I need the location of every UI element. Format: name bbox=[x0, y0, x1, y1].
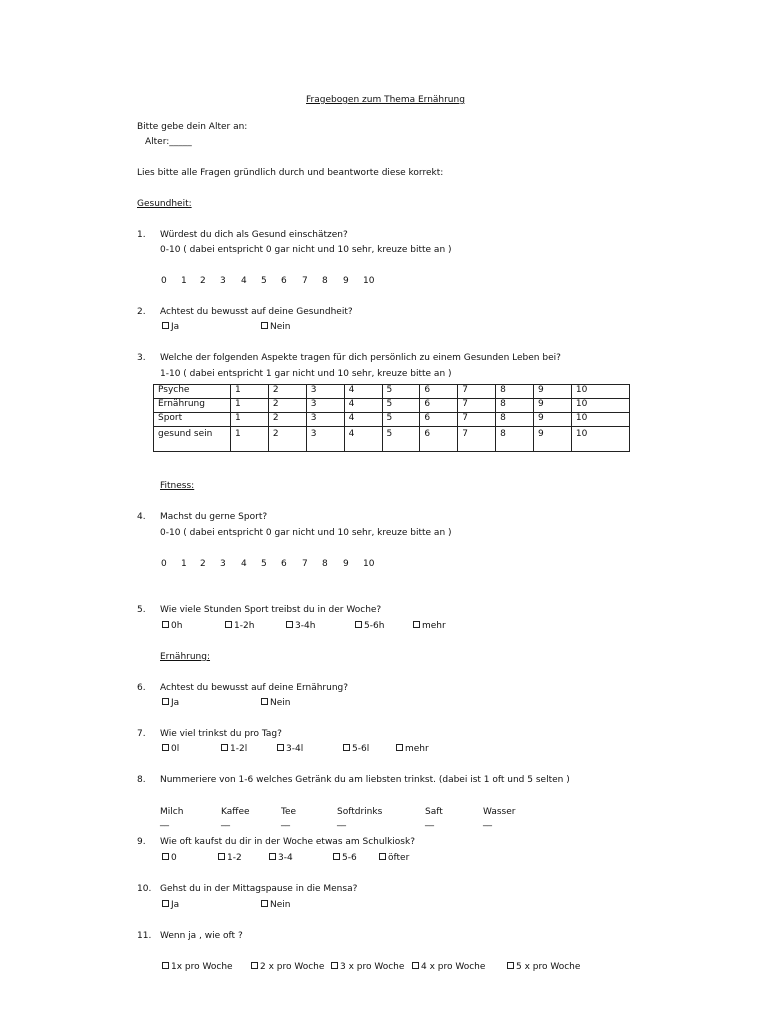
rating-cell[interactable]: 8 bbox=[496, 399, 534, 413]
q5-option[interactable]: 3-4h bbox=[286, 621, 315, 631]
q1-scale-item[interactable]: 9 bbox=[343, 276, 349, 286]
rating-cell[interactable]: 1 bbox=[231, 399, 269, 413]
rating-cell[interactable]: 5 bbox=[382, 385, 420, 399]
q6-text: Achtest du bewusst auf deine Ernährung? bbox=[160, 683, 349, 693]
q11-option[interactable]: 5 x pro Woche bbox=[507, 962, 580, 972]
checkbox-icon[interactable] bbox=[162, 698, 169, 705]
checkbox-icon[interactable] bbox=[355, 621, 362, 628]
rating-cell[interactable]: 1 bbox=[231, 427, 269, 452]
section-fitness: Fitness: bbox=[160, 481, 195, 491]
table-row bbox=[154, 427, 630, 452]
rating-cell[interactable]: 7 bbox=[458, 399, 496, 413]
q10-text: Gehst du in der Mittagspause in die Mensa? bbox=[160, 884, 358, 894]
rating-cell[interactable]: 1 bbox=[231, 385, 269, 399]
q6-option-nein[interactable]: Nein bbox=[261, 698, 290, 708]
q4-scale-item[interactable]: 7 bbox=[302, 559, 308, 569]
q4-scale-item[interactable]: 0 bbox=[161, 559, 167, 569]
q1-scale-item[interactable]: 3 bbox=[220, 276, 226, 286]
q8-text: Nummeriere von 1-6 welches Getränk du am liebsten trinkst. (dabei ist 1 oft und 5 selten ) bbox=[160, 775, 570, 785]
row-label: Sport bbox=[154, 413, 231, 427]
age-prompt: Bitte gebe dein Alter an: bbox=[137, 122, 248, 132]
section-nutrition: Ernährung: bbox=[160, 652, 211, 662]
checkbox-icon[interactable] bbox=[277, 744, 284, 751]
rating-cell[interactable]: 3 bbox=[306, 385, 344, 399]
rating-cell[interactable]: 8 bbox=[496, 413, 534, 427]
q9-option[interactable]: 5-6 bbox=[333, 853, 357, 863]
q11-option[interactable]: 2 x pro Woche bbox=[251, 962, 324, 972]
rating-cell[interactable]: 1 bbox=[231, 413, 269, 427]
drink-item[interactable]: Wasser __ bbox=[483, 807, 516, 827]
checkbox-icon[interactable] bbox=[162, 962, 169, 969]
checkbox-icon[interactable] bbox=[507, 962, 514, 969]
q11-option[interactable]: 1x pro Woche bbox=[162, 962, 233, 972]
q3-number: 3. bbox=[137, 353, 146, 363]
checkbox-icon[interactable] bbox=[333, 853, 340, 860]
rating-cell[interactable]: 6 bbox=[420, 413, 458, 427]
rating-cell[interactable]: 3 bbox=[306, 427, 344, 452]
checkbox-icon[interactable] bbox=[261, 698, 268, 705]
q1-scale-item[interactable]: 1 bbox=[181, 276, 187, 286]
q1-hint: 0-10 ( dabei entspricht 0 gar nicht und 10 sehr, kreuze bitte an ) bbox=[160, 245, 452, 255]
rating-cell[interactable]: 5 bbox=[382, 427, 420, 452]
q1-number: 1. bbox=[137, 230, 146, 240]
rating-cell[interactable]: 6 bbox=[420, 427, 458, 452]
checkbox-icon[interactable] bbox=[162, 744, 169, 751]
q6-option-ja[interactable]: Ja bbox=[162, 698, 179, 708]
checkbox-icon[interactable] bbox=[162, 900, 169, 907]
q10-number: 10. bbox=[137, 884, 152, 894]
checkbox-icon[interactable] bbox=[162, 322, 169, 329]
rating-cell[interactable]: 10 bbox=[571, 413, 629, 427]
q7-number: 7. bbox=[137, 729, 146, 739]
q5-option[interactable]: 0h bbox=[162, 621, 182, 631]
q1-scale-item[interactable]: 7 bbox=[302, 276, 308, 286]
q9-text: Wie oft kaufst du dir in der Woche etwas am Schulkiosk? bbox=[160, 837, 415, 847]
checkbox-icon[interactable] bbox=[261, 900, 268, 907]
q4-scale-item[interactable]: 1 bbox=[181, 559, 187, 569]
q2-number: 2. bbox=[137, 307, 146, 317]
q1-scale-item[interactable]: 8 bbox=[322, 276, 328, 286]
rating-cell[interactable]: 7 bbox=[458, 427, 496, 452]
checkbox-icon[interactable] bbox=[225, 621, 232, 628]
q5-number: 5. bbox=[137, 605, 146, 615]
q2-option-nein[interactable]: Nein bbox=[261, 322, 290, 332]
rating-cell[interactable]: 3 bbox=[306, 413, 344, 427]
checkbox-icon[interactable] bbox=[413, 621, 420, 628]
rating-cell[interactable]: 3 bbox=[306, 399, 344, 413]
q5-text: Wie viele Stunden Sport treibst du in der Woche? bbox=[160, 605, 382, 615]
q7-option[interactable]: 1-2l bbox=[221, 744, 247, 754]
checkbox-icon[interactable] bbox=[343, 744, 350, 751]
q3-rating-table bbox=[153, 384, 630, 452]
q4-scale-item[interactable]: 2 bbox=[200, 559, 206, 569]
rating-cell[interactable]: 2 bbox=[268, 385, 306, 399]
q10-option-ja[interactable]: Ja bbox=[162, 900, 179, 910]
rating-cell[interactable]: 9 bbox=[534, 399, 572, 413]
q11-option[interactable]: 4 x pro Woche bbox=[412, 962, 485, 972]
q2-option-ja[interactable]: Ja bbox=[162, 322, 179, 332]
q4-scale-item[interactable]: 4 bbox=[241, 559, 247, 569]
q7-option[interactable]: 5-6l bbox=[343, 744, 369, 754]
q11-option[interactable]: 3 x pro Woche bbox=[331, 962, 404, 972]
q7-text: Wie viel trinkst du pro Tag? bbox=[160, 729, 282, 739]
q1-scale-item[interactable]: 5 bbox=[261, 276, 267, 286]
q9-number: 9. bbox=[137, 837, 146, 847]
checkbox-icon[interactable] bbox=[269, 853, 276, 860]
checkbox-icon[interactable] bbox=[162, 853, 169, 860]
checkbox-icon[interactable] bbox=[221, 744, 228, 751]
q7-option[interactable]: 3-4l bbox=[277, 744, 303, 754]
q3-hint: 1-10 ( dabei entspricht 1 gar nicht und 10 sehr, kreuze bitte an ) bbox=[160, 369, 452, 379]
table-row bbox=[154, 399, 630, 413]
q1-scale-item[interactable]: 2 bbox=[200, 276, 206, 286]
rating-cell[interactable]: 9 bbox=[534, 413, 572, 427]
row-label: Ernährung bbox=[154, 399, 231, 413]
rating-cell[interactable]: 8 bbox=[496, 385, 534, 399]
checkbox-icon[interactable] bbox=[379, 853, 386, 860]
checkbox-icon[interactable] bbox=[261, 322, 268, 329]
q5-option[interactable]: 1-2h bbox=[225, 621, 254, 631]
q9-option[interactable]: 0 bbox=[162, 853, 177, 863]
q4-scale-item[interactable]: 3 bbox=[220, 559, 226, 569]
q7-option[interactable]: mehr bbox=[396, 744, 429, 754]
rating-cell[interactable]: 4 bbox=[344, 385, 382, 399]
age-field[interactable]: Alter:_____ bbox=[145, 137, 192, 147]
rating-cell[interactable]: 5 bbox=[382, 399, 420, 413]
rating-cell[interactable]: 4 bbox=[344, 399, 382, 413]
rating-cell[interactable]: 6 bbox=[420, 385, 458, 399]
rating-cell[interactable]: 10 bbox=[571, 427, 629, 452]
q4-number: 4. bbox=[137, 512, 146, 522]
q4-scale-item[interactable]: 5 bbox=[261, 559, 267, 569]
rating-cell[interactable]: 2 bbox=[268, 427, 306, 452]
drink-item[interactable]: Kaffee __ bbox=[221, 807, 250, 827]
rating-cell[interactable]: 4 bbox=[344, 427, 382, 452]
q1-text: Würdest du dich als Gesund einschätzen? bbox=[160, 230, 348, 240]
q4-hint: 0-10 ( dabei entspricht 0 gar nicht und 10 sehr, kreuze bitte an ) bbox=[160, 528, 452, 538]
checkbox-icon[interactable] bbox=[218, 853, 225, 860]
drink-item[interactable]: Milch __ bbox=[160, 807, 184, 827]
row-label: Psyche bbox=[154, 385, 231, 399]
q5-option[interactable]: mehr bbox=[413, 621, 446, 631]
q3-text: Welche der folgenden Aspekte tragen für dich persönlich zu einem Gesunden Leben bei? bbox=[160, 353, 561, 363]
q8-number: 8. bbox=[137, 775, 146, 785]
table-row bbox=[154, 413, 630, 427]
rating-cell[interactable]: 8 bbox=[496, 427, 534, 452]
checkbox-icon[interactable] bbox=[251, 962, 258, 969]
rating-cell[interactable]: 6 bbox=[420, 399, 458, 413]
q4-scale-item[interactable]: 9 bbox=[343, 559, 349, 569]
checkbox-icon[interactable] bbox=[331, 962, 338, 969]
drink-item[interactable]: Saft __ bbox=[425, 807, 443, 827]
q6-number: 6. bbox=[137, 683, 146, 693]
q9-option[interactable]: 1-2 bbox=[218, 853, 242, 863]
drink-item[interactable]: Tee __ bbox=[281, 807, 297, 827]
rating-cell[interactable]: 9 bbox=[534, 385, 572, 399]
drink-item[interactable]: Softdrinks __ bbox=[337, 807, 383, 827]
rating-cell[interactable]: 9 bbox=[534, 427, 572, 452]
q2-text: Achtest du bewusst auf deine Gesundheit? bbox=[160, 307, 353, 317]
instructions: Lies bitte alle Fragen gründlich durch und beantworte diese korrekt: bbox=[137, 168, 444, 178]
rating-cell[interactable]: 7 bbox=[458, 385, 496, 399]
q4-scale-item[interactable]: 6 bbox=[281, 559, 287, 569]
q9-option[interactable]: öfter bbox=[379, 853, 409, 863]
q1-scale-item[interactable]: 0 bbox=[161, 276, 167, 286]
checkbox-icon[interactable] bbox=[396, 744, 403, 751]
row-label: gesund sein bbox=[154, 427, 231, 452]
checkbox-icon[interactable] bbox=[412, 962, 419, 969]
table-row bbox=[154, 385, 630, 399]
q4-text: Machst du gerne Sport? bbox=[160, 512, 268, 522]
q7-option[interactable]: 0l bbox=[162, 744, 179, 754]
section-health: Gesundheit: bbox=[137, 199, 192, 209]
rating-cell[interactable]: 7 bbox=[458, 413, 496, 427]
q11-number: 11. bbox=[137, 931, 152, 941]
rating-cell[interactable]: 5 bbox=[382, 413, 420, 427]
q4-scale-item[interactable]: 8 bbox=[322, 559, 328, 569]
rating-cell[interactable]: 10 bbox=[571, 399, 629, 413]
q1-scale-item[interactable]: 6 bbox=[281, 276, 287, 286]
checkbox-icon[interactable] bbox=[162, 621, 169, 628]
q9-option[interactable]: 3-4 bbox=[269, 853, 293, 863]
rating-cell[interactable]: 10 bbox=[571, 385, 629, 399]
checkbox-icon[interactable] bbox=[286, 621, 293, 628]
q1-scale-item[interactable]: 4 bbox=[241, 276, 247, 286]
q1-scale-item[interactable]: 10 bbox=[363, 276, 375, 286]
rating-cell[interactable]: 2 bbox=[268, 399, 306, 413]
page-title: Fragebogen zum Thema Ernährung bbox=[306, 95, 465, 105]
q11-text: Wenn ja , wie oft ? bbox=[160, 931, 243, 941]
q5-option[interactable]: 5-6h bbox=[355, 621, 384, 631]
rating-cell[interactable]: 4 bbox=[344, 413, 382, 427]
q4-scale-item[interactable]: 10 bbox=[363, 559, 375, 569]
q10-option-nein[interactable]: Nein bbox=[261, 900, 290, 910]
rating-cell[interactable]: 2 bbox=[268, 413, 306, 427]
